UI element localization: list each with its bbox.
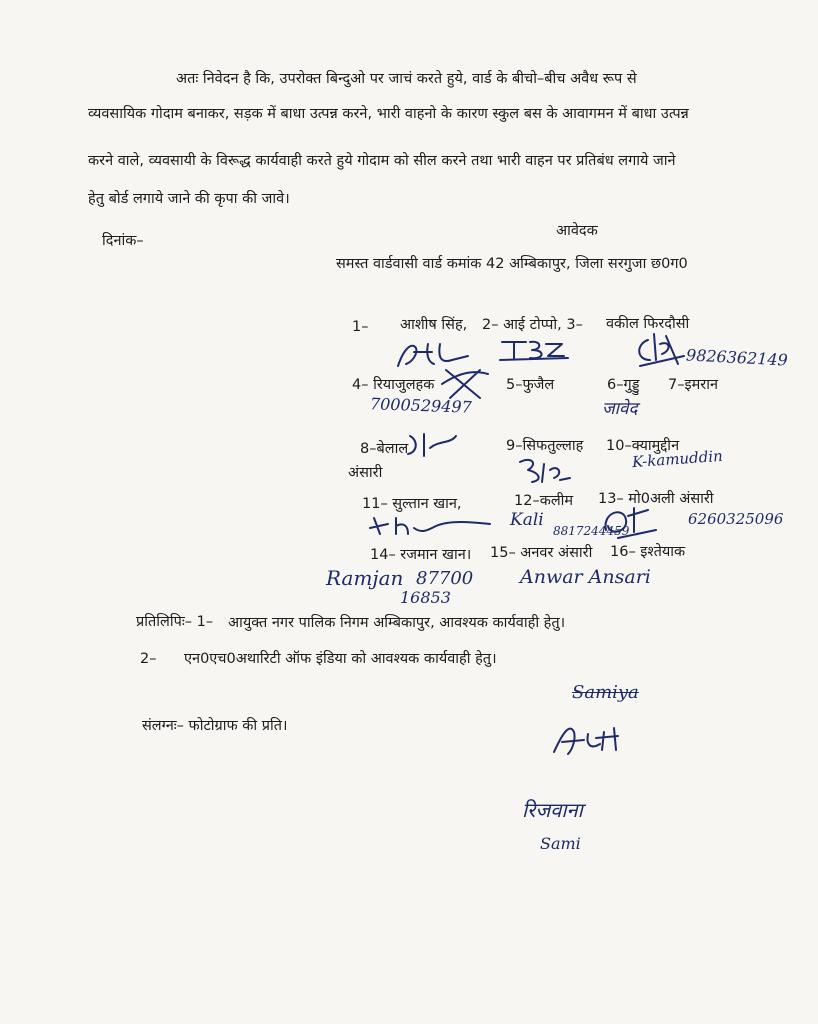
applicant-heading: आवेदक xyxy=(556,223,598,239)
signature-ali xyxy=(598,502,660,542)
copy-label: प्रतिलिपिः– 1– xyxy=(136,614,214,630)
signatory-7: 7–इमरान xyxy=(668,377,718,393)
signature-firdausi xyxy=(632,330,688,370)
copy-item-2: एन0एच0अथारिटी ऑफ इंडिया को आवश्यक कार्यवाही हेतु। xyxy=(184,651,497,667)
signatory-15: 15– अनवर अंसारी xyxy=(490,545,593,561)
phone-firdausi: 9826362149 xyxy=(685,345,789,370)
handwriting-kalim: Kali xyxy=(510,510,544,530)
signature-bottom xyxy=(544,720,634,760)
signatory-13: 13– मो0अली अंसारी xyxy=(598,491,714,507)
handwriting-ramjan: Ramjan xyxy=(326,566,404,590)
signatory-6: 6–गुड्डु xyxy=(607,377,640,393)
signatory-5: 5–फुजैल xyxy=(506,377,555,393)
signatory-name-1: आशीष सिंह, xyxy=(400,317,468,333)
signatory-name-3: वकील फिरदौसी xyxy=(606,316,690,332)
signatory-number-1: 1– xyxy=(352,319,369,335)
phone-ramjan-part1: 87700 xyxy=(416,568,474,589)
signatory-11: 11– सुल्तान खान, xyxy=(362,496,462,512)
handwriting-javed: जावेद xyxy=(602,399,638,419)
signatory-numbers-2-3: 2– आई टोप्पो, 3– xyxy=(482,317,583,333)
signature-sultan xyxy=(366,510,496,538)
date-label: दिनांक– xyxy=(102,233,144,249)
signatory-10: 10–क्यामुद्दीन xyxy=(606,438,680,454)
signatory-16: 16– इश्तेयाक xyxy=(610,544,686,560)
paragraph-line-2: व्यवसायिक गोदाम बनाकर, सड़क में बाधा उत्पन्न करने, भारी वाहनो के कारण स्कुल बस के आवागमन में बाधा उत्पन्न xyxy=(88,106,689,122)
signatory-8-surname: अंसारी xyxy=(348,465,383,481)
paragraph-line-1: अतः निवेदन है कि, उपरोक्त बिन्दुओ पर जाचं करते हुये, वार्ड के बीचो–बीच अवैध रूप से xyxy=(176,71,637,87)
signature-toppo xyxy=(496,336,572,362)
phone-ali: 6260325096 xyxy=(688,510,784,528)
phone-ramjan-part2: 16853 xyxy=(400,588,451,607)
signature-belal xyxy=(404,430,460,460)
handwriting-sami: Sami xyxy=(540,834,581,853)
phone-kalim: 8817244459 xyxy=(553,524,630,538)
signatory-12: 12–कलीम xyxy=(514,493,574,509)
handwriting-anwar: Anwar Ansari xyxy=(520,566,651,588)
paragraph-line-4: हेतु बोर्ड लगाये जाने की कृपा की जावे। xyxy=(88,191,290,207)
paragraph-line-3: करने वाले, व्यवसायी के विरूद्ध कार्यवाही करते हुये गोदाम को सील करने तथा भारी वाहन पर प्रतिबंध लगाये जाने xyxy=(88,153,676,169)
enclosure: संलग्नः– फोटोग्राफ की प्रति। xyxy=(142,718,288,734)
handwriting-kyamuddin: K-kamuddin xyxy=(631,446,724,472)
signatory-14: 14– रजमान खान। xyxy=(370,547,472,563)
handwriting-rizwana: रिजवाना xyxy=(522,798,583,822)
phone-riyajul: 7000529497 xyxy=(369,394,473,417)
signatory-4: 4– रियाजुलहक xyxy=(352,377,435,393)
signature-sifatullah xyxy=(514,454,572,486)
signatory-9: 9–सिफतुल्लाह xyxy=(506,438,584,454)
applicant-line: समस्त वार्डवासी वार्ड कमांक 42 अम्बिकापुर, जिला सरगुजा छ0ग0 xyxy=(336,256,688,272)
signatory-8: 8–बेलाल xyxy=(360,441,409,457)
handwriting-samiya: Samiya xyxy=(572,682,639,703)
copy-item-1: आयुक्त नगर पालिक निगम अम्बिकापुर, आवश्यक कार्यवाही हेतु। xyxy=(228,615,566,631)
copy-number-2: 2– xyxy=(140,651,157,667)
